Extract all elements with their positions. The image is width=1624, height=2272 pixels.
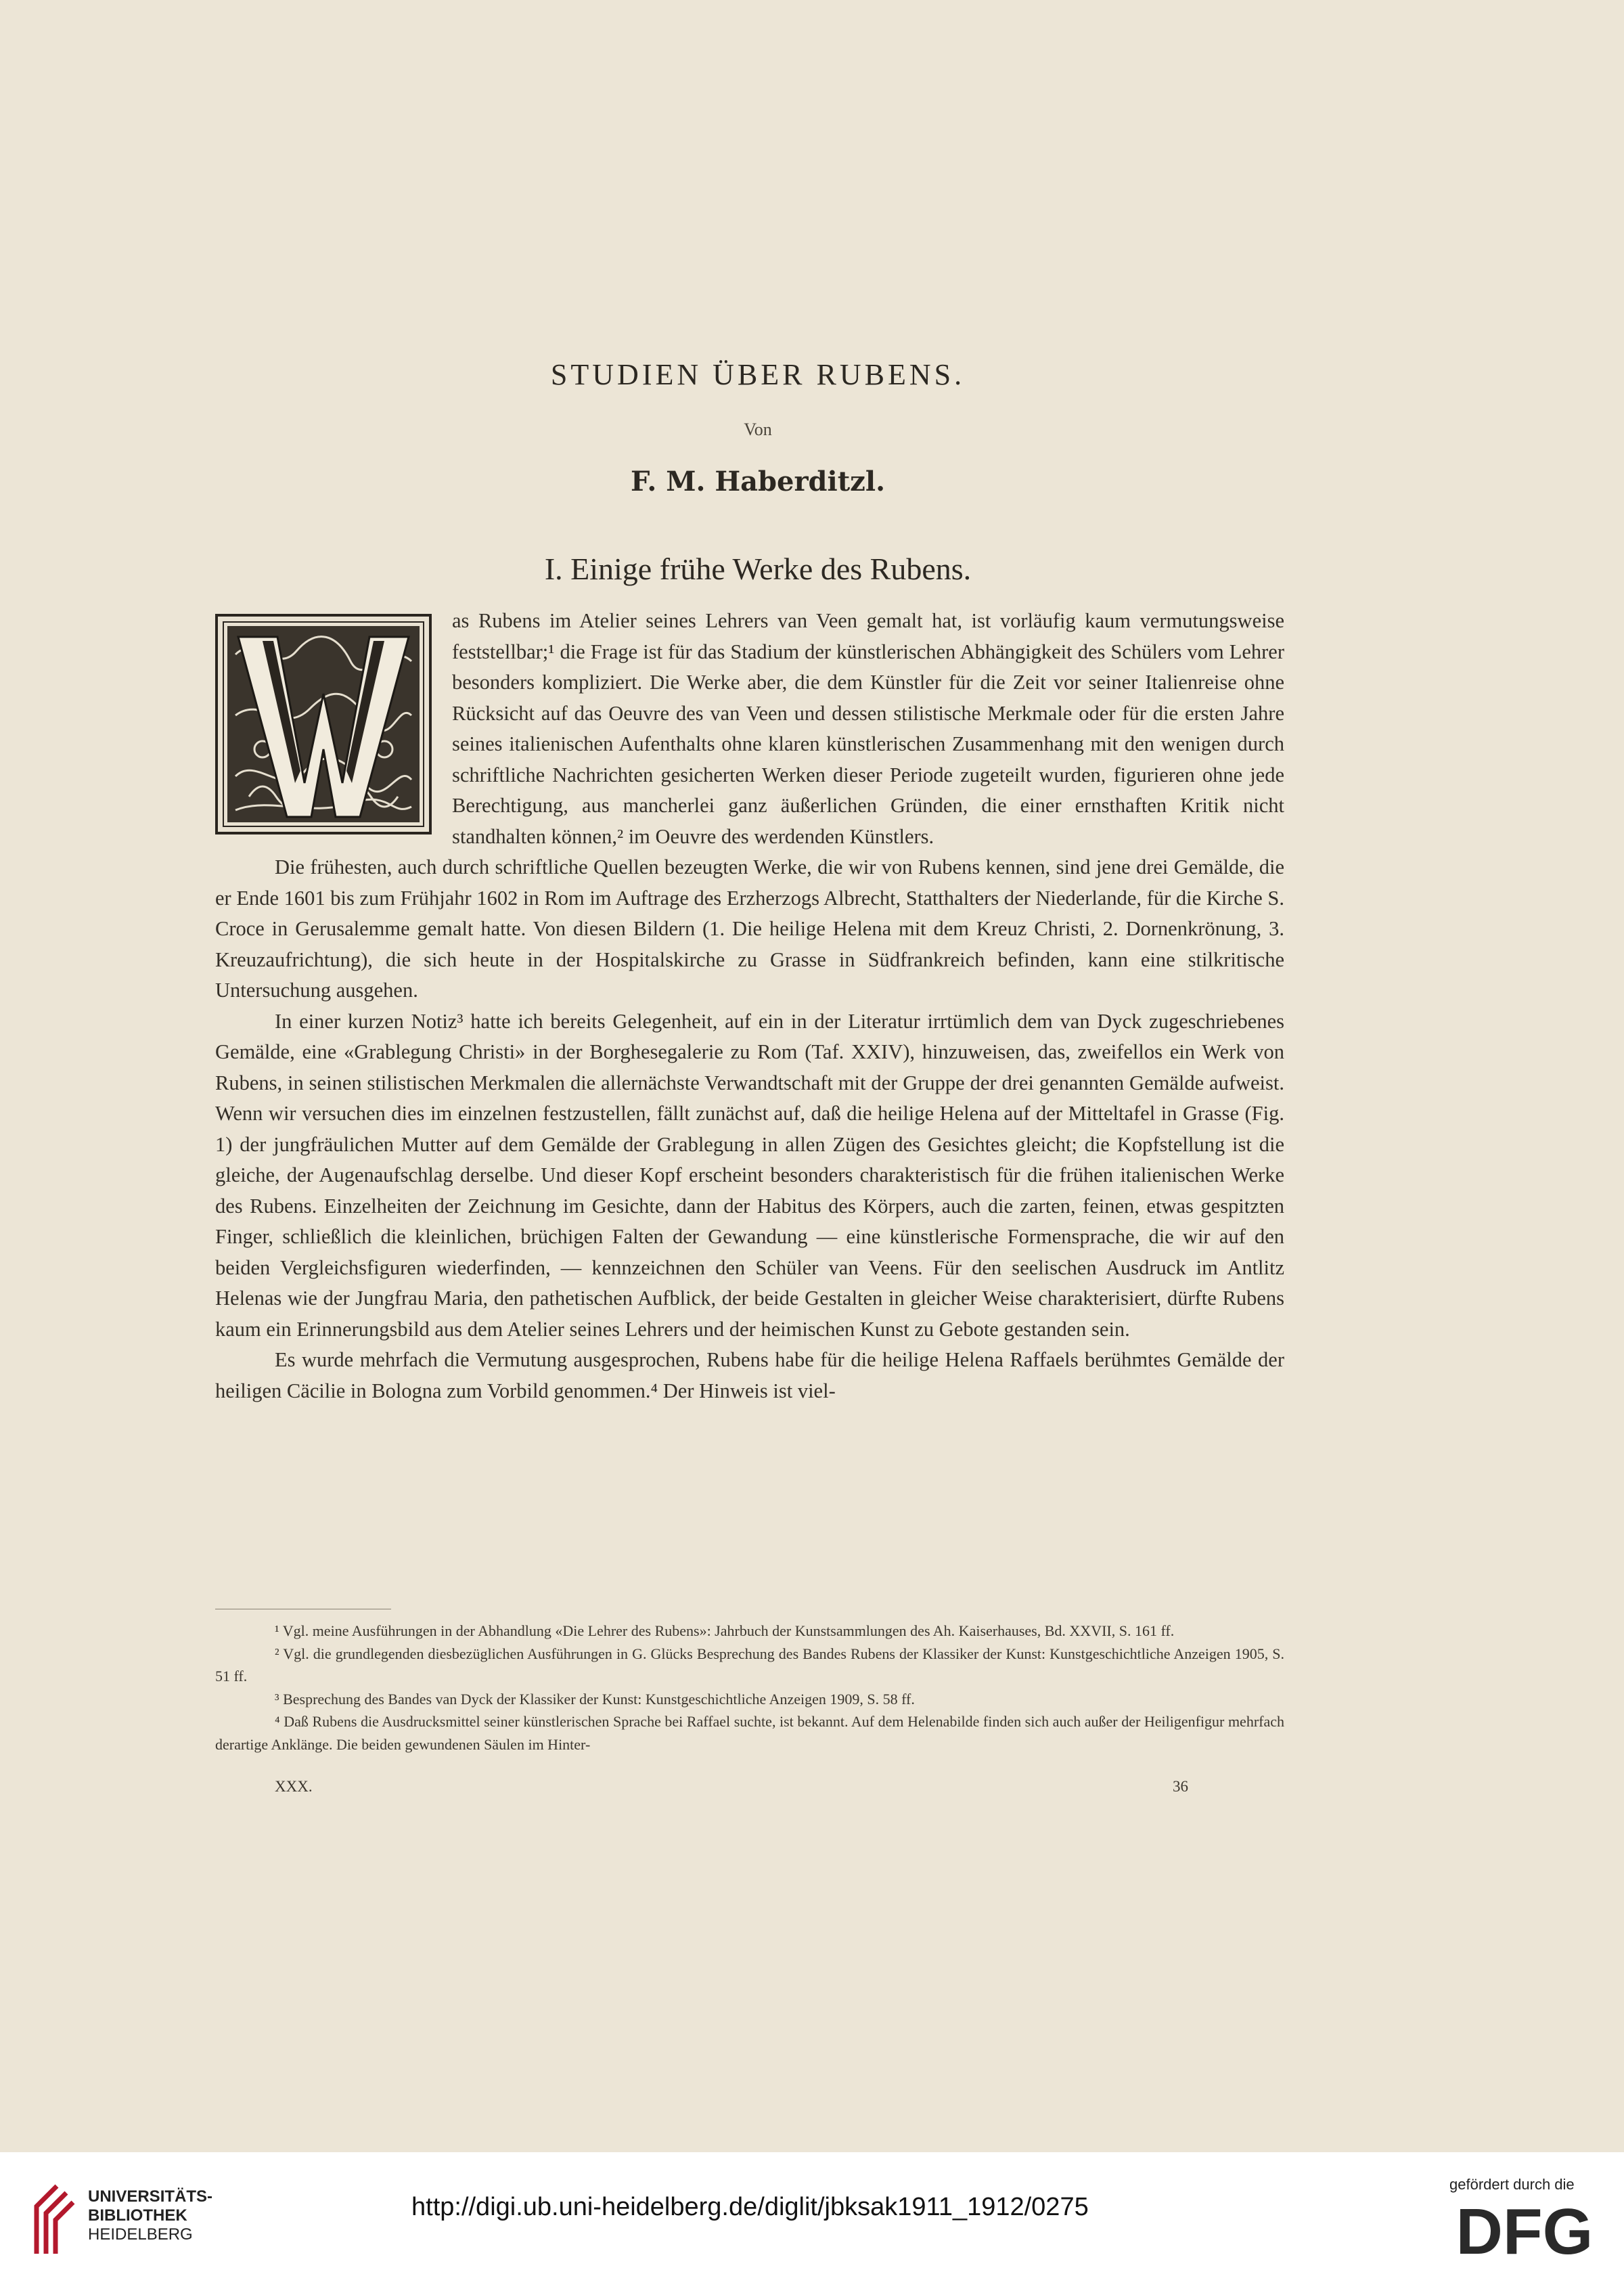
library-line: UNIVERSITÄTS- [88, 2187, 213, 2206]
ornamental-initial-w-icon [215, 614, 432, 834]
article-body [215, 606, 1284, 1406]
sheet-signature: XXX. [275, 1778, 313, 1795]
page-number: 36 [1173, 1778, 1188, 1795]
section-title: I. Einige frühe Werke des Rubens. [544, 552, 972, 586]
library-name [88, 2187, 212, 2244]
paragraph: In einer kurzen Notiz³ hatte ich bereits Gelegenheit, auf ein in der Literatur irrtümlich dem van Dyck zugeschriebenes Gemälde, eine «Grablegung Christi» in der Borghesegalerie zu Rom (Taf. XXIV), hinzuweisen, das, zweifellos ein Werk von Rubens, in seinen stilistischen Merkmalen die allernächste Verwandtschaft mit der Gruppe der drei genannten Gemälde aufweist. Wenn wir versuchen dies im einzelnen festzustellen, fällt zunächst auf, daß die heilige Helena auf der Mitteltafel in Grasse (Fig. 1) der jungfräulichen Mutter auf dem Gemälde der Grablegung in allen Zügen des Gesichtes gleicht; die Kopfstellung ist die gleiche, der Augenaufschlag derselbe. Und dieser Kopf erscheint besonders charakteristisch für die frühen italienischen Werke des Rubens. Einzelheiten der Zeichnung im Gesichte, dann der Habitus des Körpers, auch die zarten, feinen, etwas gespitzten Finger, schließlich die kleinlichen, brüchigen Falten der Gewandung — eine künstlerische Formensprache, die wir auf den beiden Vergleichsfiguren wiederfinden, — kennzeichnen den Schüler van Veens. Für den seelischen Ausdruck im Antlitz Helenas wie der Jungfrau Maria, den pathetischen Aufblick, der beide Gestalten in gleicher Weise charakterisiert, dürfte Rubens kaum ein Erinnerungsbild aus dem Atelier seines Lehrers und der heimischen Kunst zu Gebote gestanden sein. [215, 1009, 1284, 1341]
author-name: F. M. Haberditzl. [630, 466, 886, 497]
library-line: BIBLIOTHEK [88, 2206, 187, 2225]
page-signature [275, 1778, 1188, 1796]
ub-heidelberg-logo-icon [30, 2179, 77, 2260]
funded-by-label: gefördert durch die [1449, 2176, 1575, 2193]
paragraph: Es wurde mehrfach die Vermutung ausgesprochen, Rubens habe für die heilige Helena Raffaels berühmtes Gemälde der heiligen Cäcilie in Bologna zum Vorbild genommen.⁴ Der Hinweis ist viel- [215, 1348, 1284, 1402]
dfg-logo-text: DFG [1456, 2200, 1594, 2260]
footnote: ³ Besprechung des Bandes van Dyck der Klassiker der Kunst: Kunstgeschichtliche Anzeigen 1909, S. 58 ff. [275, 1690, 915, 1708]
footnote: ² Vgl. die grundlegenden diesbezüglichen Ausführungen in G. Glücks Besprechung des Bandes Rubens der Klassiker der Kunst: Kunstgeschichtliche Anzeigen 1905, S. 51 ff. [215, 1645, 1284, 1685]
paragraph: as Rubens im Atelier seines Lehrers van Veen gemalt hat, ist vorläufig kaum vermutungsweise feststellbar;¹ die Frage ist für das Stadium der künstlerischen Abhängigkeit des Schülers vom Lehrer besonders kompliziert. Die Werke aber, die dem Künstler für die Zeit vor seiner Italienreise ohne Rücksicht auf das Oeuvre des van Veen und dessen stilistische Merkmale oder für die ersten Jahre seines italienischen Aufenthalts ohne klaren künstlerischen Zusammenhang mit den wenigen durch schriftliche Nachrichten gesicherten Werken dieser Periode zugeteilt wurden, figurieren ohne jede Berechtigung, aus mancherlei ganz äußerlichen Gründen, die einer ernsthaften Kritik nicht standhalten können,² im Oeuvre des werdenden Künstlers. [452, 609, 1284, 848]
footnote: ¹ Vgl. meine Ausführungen in der Abhandlung «Die Lehrer des Rubens»: Jahrbuch der Kunstsammlungen des Ah. Kaiserhauses, Bd. XXVII, S. 161 ff. [275, 1622, 1175, 1639]
permalink-url[interactable]: http://digi.ub.uni-heidelberg.de/diglit/jbksak1911_1912/0275 [411, 2193, 1089, 2221]
footnotes [215, 1620, 1284, 1756]
paragraph: Die frühesten, auch durch schriftliche Quellen bezeugten Werke, die wir von Rubens kennen, sind jene drei Gemälde, die er Ende 1601 bis zum Frühjahr 1602 in Rom im Auftrage des Erzherzogs Albrecht, Statthalters der Niederlande, für die Kirche S. Croce in Gerusalemme gemalt hatte. Von diesen Bildern (1. Die heilige Helena mit dem Kreuz Christi, 2. Dornenkrönung, 3. Kreuzaufrichtung), die sich heute in der Hospitalskirche zu Grasse in Südfrankreich befinden, kann eine stilkritische Untersuchung ausgehen. [215, 855, 1284, 1002]
footnote: ⁴ Daß Rubens die Ausdrucksmittel seiner künstlerischen Sprache bei Raffael suchte, ist bekannt. Auf dem Helenabilde finden sich auch außer der Heiligenfigur mehrfach derartige Anklänge. Die beiden gewundenen Säulen im Hinter- [215, 1713, 1284, 1753]
dfg-logo-icon [1448, 2200, 1601, 2260]
byline-von: Von [744, 420, 772, 439]
library-line: HEIDELBERG [88, 2225, 193, 2244]
article-title: STUDIEN ÜBER RUBENS. [550, 358, 966, 391]
